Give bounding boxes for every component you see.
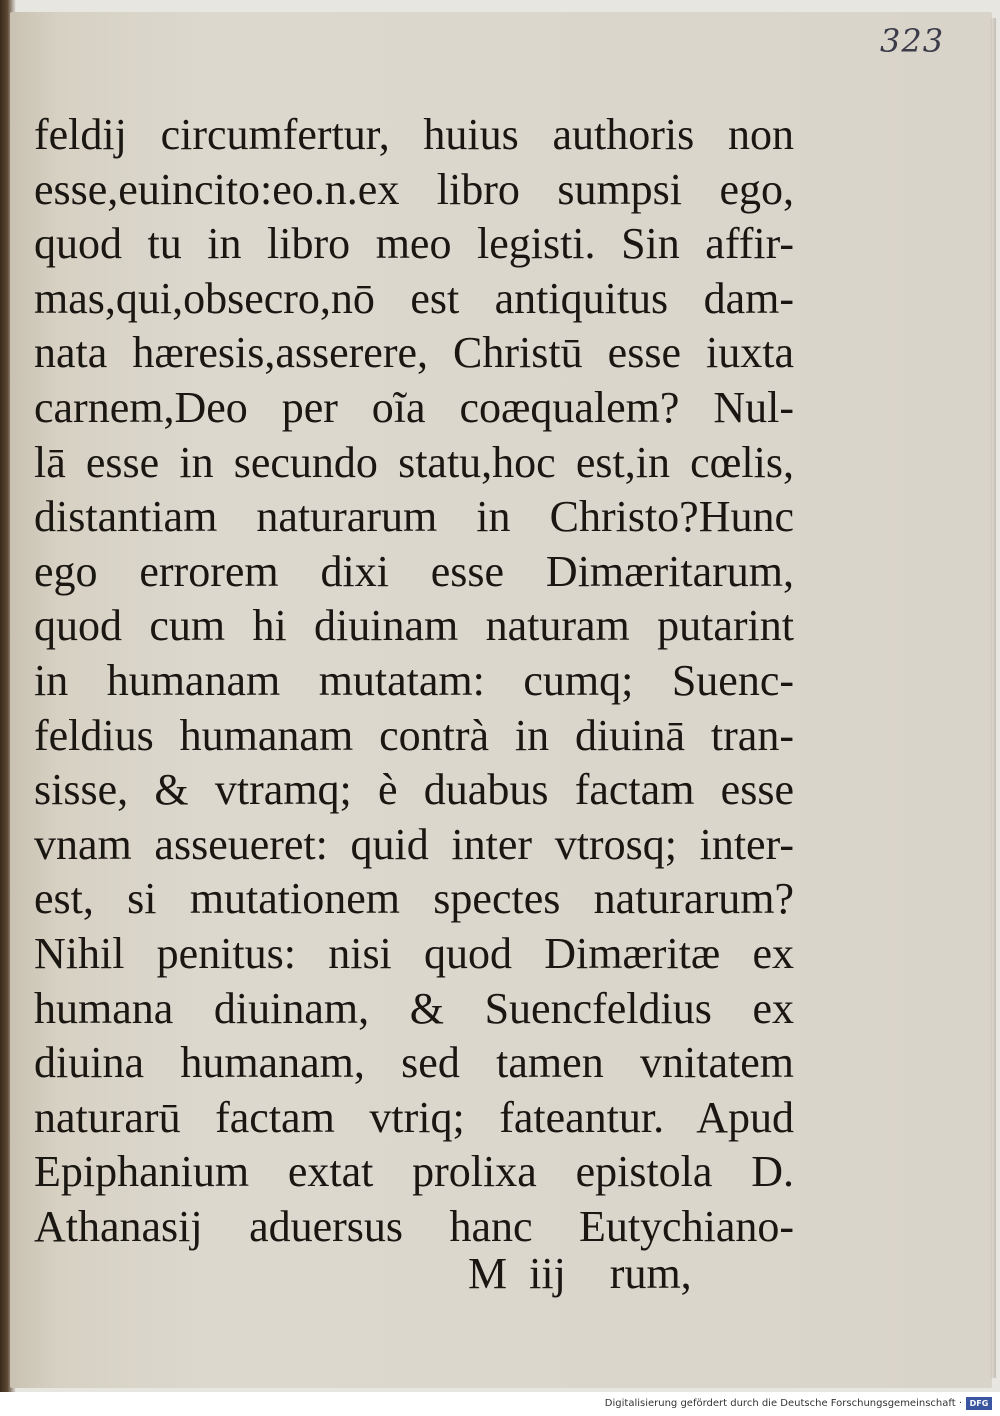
text-line: mas,qui,obsecro,nō est antiquitus dam- — [34, 273, 794, 323]
text-line: in humanam mutatam: cumq; Suenc- — [34, 655, 794, 705]
catchword-line: M iij rum, — [468, 1249, 692, 1298]
body-text — [34, 108, 794, 1254]
folio-number: 323 — [880, 22, 945, 60]
text-line: lā esse in secundo statu,hoc est,in cœlis, — [34, 437, 794, 487]
text-line: carnem,Deo per oĩa coæqualem? Nul- — [34, 382, 794, 432]
text-line: distantiam naturarum in Christo?Hunc — [34, 492, 794, 542]
text-line: quod cum hi diuinam naturam putarint — [34, 601, 794, 651]
text-line: Epiphanium extat prolixa epistola D. — [34, 1147, 794, 1197]
footer-credit: Digitalisierung gefördert durch die Deutsche Forschungsgemeinschaft · — [604, 1398, 962, 1409]
text-line: nata hæresis,asserere, Christū esse iuxta — [34, 328, 794, 378]
dfg-logo: DFG — [966, 1397, 992, 1410]
text-line: humana diuinam, & Suencfeldius ex — [34, 983, 794, 1033]
text-line: esse,euincito:eo.n.ex libro sumpsi ego, — [34, 164, 794, 214]
text-line: quod tu in libro meo legisti. Sin affir- — [34, 219, 794, 269]
text-line: naturarū factam vtriq; fateantur. Apud — [34, 1092, 794, 1142]
text-line: feldij circumfertur, huius authoris non — [34, 110, 794, 159]
text-line: sisse, & vtramq; è duabus factam esse — [34, 765, 794, 815]
text-line: est, si mutationem spectes naturarum? — [34, 874, 794, 924]
page-edge — [990, 18, 996, 1378]
text-line: diuina humanam, sed tamen vnitatem — [34, 1038, 794, 1088]
text-line: Athanasij aduersus hanc Eutychiano- — [34, 1201, 794, 1251]
text-line: vnam asseueret: quid inter vtrosq; inter- — [34, 819, 794, 869]
text-line: feldius humanam contrà in diuinā tran- — [34, 710, 794, 760]
text-line: ego errorem dixi esse Dimæritarum, — [34, 546, 794, 596]
text-line: Nihil penitus: nisi quod Dimæritæ ex — [34, 928, 794, 978]
